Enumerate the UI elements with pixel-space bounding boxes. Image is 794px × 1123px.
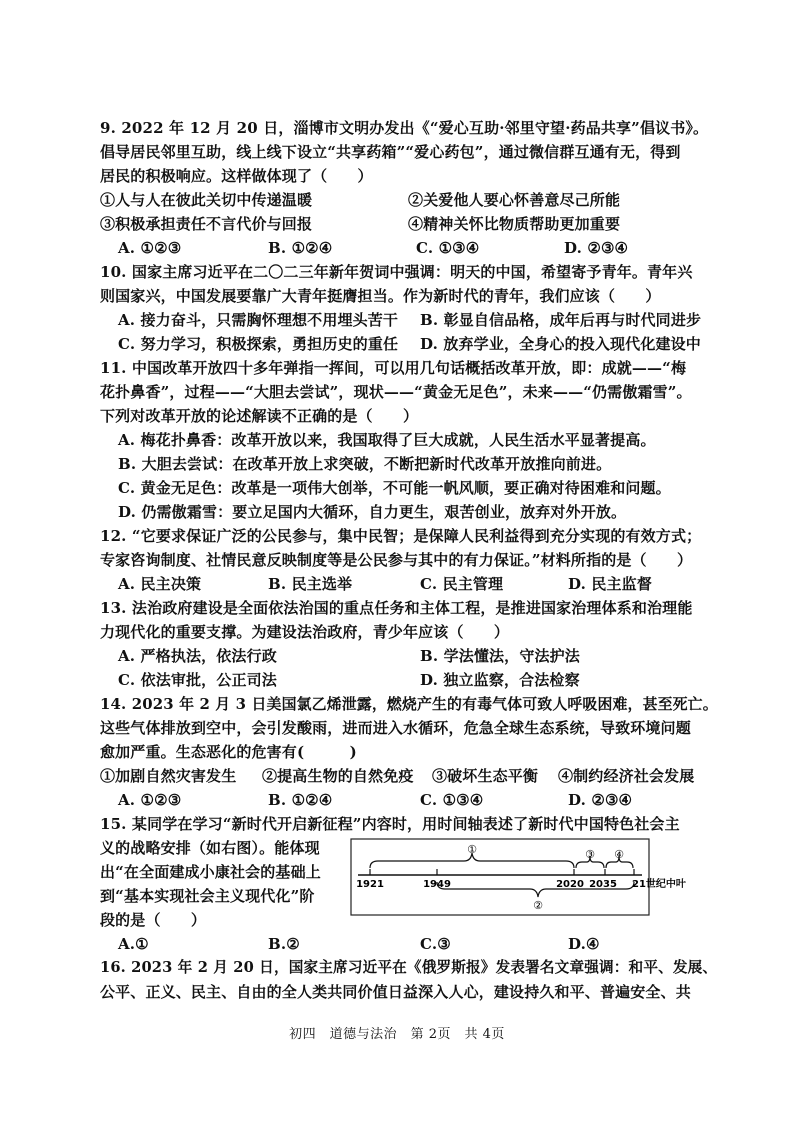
q11-option-a: A. 梅花扑鼻香：改革开放以来，我国取得了巨大成就，人民生活水平显著提高。 (118, 431, 656, 449)
q11-stem-line-3: 下列对改革开放的论述解读不正确的是（ ） (100, 407, 419, 425)
q12-stem-line-2: 专家咨询制度、社情民意反映制度等是公民参与其中的有力保证。”材料所指的是（ ） (100, 551, 693, 569)
q14-statement-1: ①加剧自然灾害发生 (100, 767, 237, 785)
q9-option-a: A. ①②③ (118, 239, 182, 257)
q14-option-a: A. ①②③ (118, 791, 182, 809)
q14-statement-2: ②提高生物的自然免疫 (262, 767, 414, 785)
q11-option-c: C. 黄金无足色：改革是一项伟大创举，不可能一帆风顺，要正确对待困难和问题。 (118, 479, 671, 497)
year-mid-century: 21世纪中叶 (632, 879, 686, 890)
year-1921: 1921 (356, 879, 384, 890)
q9-stem-line-3: 居民的积极响应。这样做体现了（ ） (100, 167, 373, 185)
q16-stem-line-1: 16. 2023 年 2 月 20 日，国家主席习近平在《俄罗斯报》发表署名文章强调：和平、发展、 (100, 959, 718, 976)
q14-stem-line-3: 愈加严重。生态恶化的危害有( ) (100, 743, 357, 761)
q9-option-c: C. ①③④ (416, 239, 480, 257)
year-2020: 2020 (556, 879, 584, 890)
q10-option-d: D. 放弃学业，全身心的投入现代化建设中 (420, 335, 701, 353)
q11-option-b: B. 大胆去尝试：在改革开放上求突破，不断把新时代改革开放推向前进。 (118, 455, 612, 473)
year-1949: 1949 (423, 879, 451, 890)
page-footer: 初四 道德与法治 第 2页 共 4页 (289, 1027, 505, 1042)
q12-option-b: B. 民主选举 (268, 575, 353, 593)
q10-stem-line-2: 则国家兴，中国发展要靠广大青年挺膺担当。作为新时代的青年，我们应该（ ） (100, 287, 661, 305)
q15-option-a: A.① (118, 935, 149, 953)
strategy-timeline-diagram (350, 838, 686, 916)
q15-stem-line-1: 15. 某同学在学习“新时代开启新征程”内容时，用时间轴表述了新时代中国特色社会主 (100, 815, 680, 833)
q9-statement-1: ①人与人在彼此关切中传递温暖 (100, 191, 313, 209)
q11-stem-line-2: 花扑鼻香”，过程——“大胆去尝试”，现状——“黄金无足色”，未来——“仍需傲霜雪”。 (100, 383, 692, 401)
q14-option-c: C. ①③④ (420, 791, 484, 809)
q9-statement-2: ②关爱他人要心怀善意尽己所能 (408, 191, 621, 209)
q13-stem-line-1: 13. 法治政府建设是全面依法治国的重点任务和主体工程，是推进国家治理体系和治理能 (100, 599, 693, 617)
q13-option-c: C. 依法审批，公正司法 (118, 671, 277, 689)
q15-stem-line-4: 到“基本实现社会主义现代化”阶 (100, 887, 315, 905)
q15-option-b: B.② (268, 935, 300, 953)
q13-option-d: D. 独立监察，合法检察 (420, 671, 580, 689)
q14-stem-line-1: 14. 2023 年 2 月 3 日美国氯乙烯泄露，燃烧产生的有毒气体可致人呼吸困难，甚至死亡。 (100, 695, 718, 713)
year-2035: 2035 (589, 879, 617, 890)
q14-statement-3: ③破坏生态平衡 (432, 767, 539, 785)
q14-statement-4: ④制约经济社会发展 (558, 767, 695, 785)
q13-option-a: A. 严格执法，依法行政 (118, 647, 277, 665)
q10-stem-line-1: 10. 国家主席习近平在二〇二三年新年贺词中强调：明天的中国，希望寄予青年。青年兴 (100, 263, 693, 281)
q11-option-d: D. 仍需傲霜雪：要立足国内大循环，自力更生，艰苦创业，放弃对外开放。 (118, 503, 627, 521)
q16-stem-line-2: 公平、正义、民主、自由的全人类共同价值日益深入人心，建设持久和平、普遍安全、共 (100, 983, 691, 1001)
q15-stem-line-3: 出“在全面建成小康社会的基础上 (100, 863, 321, 881)
q9-option-d: D. ②③④ (564, 239, 629, 257)
q13-option-b: B. 学法懂法，守法护法 (420, 647, 580, 665)
q12-option-a: A. 民主决策 (118, 575, 202, 593)
q9-option-b: B. ①②④ (268, 239, 333, 257)
q15-option-d: D.④ (568, 935, 600, 953)
q12-option-d: D. 民主监督 (568, 575, 652, 593)
q9-stem-line-1: 9. 2022 年 12 月 20 日，淄博市文明办发出《“爱心互助·邻里守望·药品共享”倡议书》。 (100, 119, 709, 137)
timeline-mark-4: ④ (614, 848, 624, 861)
q9-statement-3: ③积极承担责任不言代价与回报 (100, 215, 313, 233)
timeline-mark-3: ③ (585, 848, 595, 861)
q15-stem-line-2: 义的战略安排（如右图）。能体现 (100, 839, 320, 857)
q10-option-b: B. 彰显自信品格，成年后再与时代同进步 (420, 311, 702, 329)
q15-stem-line-5: 段的是（ ） (100, 911, 207, 929)
q12-stem-line-1: 12. “它要求保证广泛的公民参与，集中民智；是保障人民利益得到充分实现的有效方式； (100, 527, 702, 545)
q10-option-c: C. 努力学习，积极探索，勇担历史的重任 (118, 335, 399, 353)
q11-stem-line-1: 11. 中国改革开放四十多年弹指一挥间，可以用几句话概括改革开放，即：成就——“梅 (100, 359, 687, 377)
q14-option-b: B. ①②④ (268, 791, 333, 809)
q9-statement-4: ④精神关怀比物质帮助更加重要 (408, 215, 621, 233)
timeline-frame (351, 839, 649, 915)
q12-option-c: C. 民主管理 (420, 575, 504, 593)
q14-stem-line-2: 这些气体排放到空中，会引发酸雨，进而进入水循环，危急全球生态系统，导致环境问题 (100, 719, 691, 737)
q15-option-c: C.③ (420, 935, 451, 953)
q10-option-a: A. 接力奋斗，只需胸怀理想不用埋头苦干 (118, 311, 399, 329)
q9-stem-line-2: 倡导居民邻里互助，线上线下设立“共享药箱”“爱心药包”，通过微信群互通有无，得到 (100, 143, 681, 161)
q13-stem-line-2: 力现代化的重要支撑。为建设法治政府，青少年应该（ ） (100, 623, 510, 641)
timeline-mark-1: ① (467, 843, 477, 856)
timeline-mark-2: ② (533, 899, 543, 912)
q14-option-d: D. ②③④ (568, 791, 633, 809)
